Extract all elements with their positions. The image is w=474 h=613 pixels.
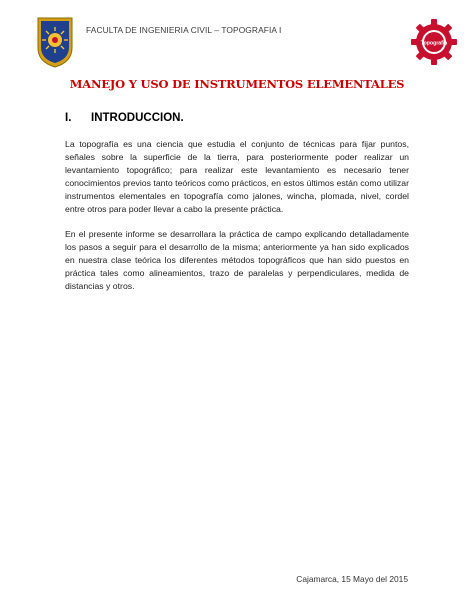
section-title: INTRODUCCION.	[91, 112, 184, 124]
gear-emblem-logo	[410, 18, 458, 66]
paragraph: La topografía es una ciencia que estudia el conjunto de técnicas para fijar puntos, señales sobre la superficie de la tierra, para posteriormente poder realizar un levantamiento topográfico; para realizar este levantamiento es necesario tener conocimientos previos tanto teóricos como prácticos, en estos últimos están como utilizar instrumentos elementales en topografía como jalones, wincha, plomada, nivel, cordel entre otros para poder llevar a cabo la presente práctica.	[65, 139, 409, 215]
document-title: MANEJO Y USO DE INSTRUMENTOS ELEMENTALES	[69, 77, 405, 91]
header-text: FACULTA DE INGENIERIA CIVIL – TOPOGRAFIA I	[86, 25, 282, 35]
page-header	[0, 0, 474, 80]
emblem-label: Topografia	[420, 40, 448, 47]
university-shield-logo	[36, 16, 74, 68]
section-number: I.	[65, 112, 72, 124]
footer-date: Cajamarca, 15 Mayo del 2015	[296, 574, 408, 584]
section-heading	[65, 112, 184, 124]
paragraph: En el presente informe se desarrollara la práctica de campo explicando detalladamente los pasos a seguir para el desarrollo de la misma; anteriormente ya han sido explicados en nuestra clase teórica los diferentes métodos topográficos que han sido puestos en práctica tales como alineamientos, trazo de paralelas y perpendiculares, medida de distancias y otros.	[65, 229, 409, 292]
